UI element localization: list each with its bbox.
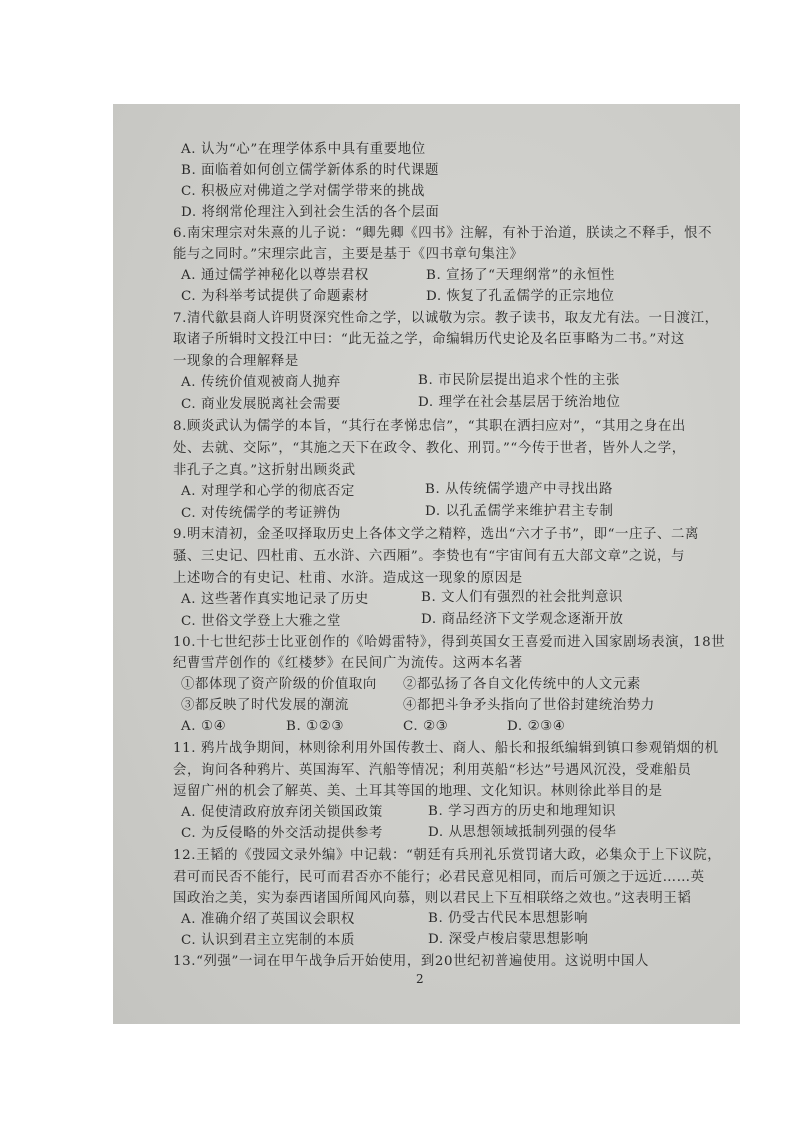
q8-option-b: B. 从传统儒学遗产中寻找出路 — [425, 482, 614, 497]
q11-stem-line-2: 会，询问各种鸦片、英国海军、汽船等情况；利用英船“杉达”号遇风沉没，受难船员 — [173, 763, 692, 778]
q10-statement-4: ④都把斗争矛头指向了世俗封建统治势力 — [403, 698, 655, 713]
q6-option-b: B. 宣扬了“天理纲常”的永恒性 — [426, 268, 615, 283]
q12-option-a: A. 准确介绍了英国议会职权 — [181, 912, 355, 927]
q9-option-a: A. 这些著作真实地记录了历史 — [181, 592, 369, 607]
q7-option-d: D. 理学在社会基层居于统治地位 — [418, 395, 621, 410]
q10-stem-line-1: 10.十七世纪莎士比亚创作的《哈姆雷特》，得到英国女王喜爱而进入国家剧场表演，18世 — [173, 635, 726, 650]
q13-stem-line-1: 13.“列强”一词在甲午战争后开始使用，到20世纪初普遍使用。这说明中国人 — [173, 954, 649, 969]
q6-option-d: D. 恢复了孔孟儒学的正宗地位 — [426, 289, 615, 304]
scanned-exam-page — [113, 104, 740, 1024]
q12-stem-line-1: 12.王韬的《弢园文录外编》中记载：“朝廷有兵刑礼乐赏罚诸大政，必集众于上下议院， — [173, 848, 722, 863]
q6-stem-line-1: 6.南宋理宗对朱熹的儿子说：“卿先卿《四书》注解，有补于治道，朕读之不释手，恨不 — [173, 226, 713, 241]
page-number: 2 — [416, 972, 425, 986]
q11-stem-line-1: 11. 鸦片战争期间，林则徐利用外国传教士、商人、船长和报纸编辑到镇口参观销烟的机 — [173, 741, 719, 756]
q10-option-b: B. ①②③ — [286, 719, 344, 734]
q6-option-c: C. 为科举考试提供了命题素材 — [181, 289, 369, 304]
q10-option-d: D. ②③④ — [507, 719, 566, 734]
q11-option-a: A. 促使清政府放弃闭关锁国政策 — [181, 805, 383, 820]
q5-option-d: D. 将纲常伦理注入到社会生活的各个层面 — [181, 205, 440, 220]
q9-option-c: C. 世俗文学登上大雅之堂 — [181, 614, 341, 629]
q8-stem-line-2: 处、去就、交际”，“其施之天下在政令、教化、刑罚。”“今传于世者，皆外人之学， — [173, 441, 686, 456]
q9-stem-line-3: 上述吻合的有史记、杜甫、水浒。造成这一现象的原因是 — [173, 571, 523, 586]
q10-statement-1: ①都体现了资产阶级的价值取向 — [181, 677, 377, 692]
q12-option-c: C. 认识到君主立宪制的本质 — [181, 933, 355, 948]
q6-option-a: A. 通过儒学神秘化以尊崇君权 — [181, 268, 369, 283]
q7-option-a: A. 传统价值观被商人抛弃 — [181, 375, 341, 390]
q11-option-b: B. 学习西方的历史和地理知识 — [428, 804, 617, 819]
q10-statement-2: ②都弘扬了各自文化传统中的人文元素 — [403, 677, 641, 692]
q5-option-b: B. 面临着如何创立儒学新体系的时代课题 — [181, 163, 439, 178]
q8-option-d: D. 以孔孟儒学来维护君主专制 — [425, 504, 614, 519]
q12-stem-line-3: 国政治之美，实为泰西诸国所闻风向慕，则以君民上下互相联络之效也。”这表明王韬 — [173, 891, 692, 906]
q10-stem-line-2: 纪曹雪芹创作的《红楼梦》在民间广为流传。这两本名著 — [173, 656, 523, 671]
q8-stem-line-3: 非孔子之真。”这折射出顾炎武 — [173, 463, 356, 478]
q8-option-c: C. 对传统儒学的考证辨伪 — [181, 506, 341, 521]
q11-stem-line-3: 逗留广州的机会了解英、美、土耳其等国的地理、文化知识。林则徐此举目的是 — [173, 784, 663, 799]
q12-option-d: D. 深受卢梭启蒙思想影响 — [428, 932, 589, 947]
q5-option-a: A. 认为“心”在理学体系中具有重要地位 — [181, 142, 426, 157]
q9-stem-line-2: 骚、三史记、四杜甫、五水浒、六西厢”。李贽也有“宇宙间有五大部文章”之说，与 — [173, 549, 686, 564]
q7-option-c: C. 商业发展脱离社会需要 — [181, 397, 341, 412]
q9-option-b: B. 文人们有强烈的社会批判意识 — [421, 590, 624, 605]
q11-option-d: D. 从思想领域抵制列强的侵华 — [428, 825, 617, 840]
q8-option-a: A. 对理学和心学的彻底否定 — [181, 484, 355, 499]
q11-option-c: C. 为反侵略的外交活动提供参考 — [181, 826, 383, 841]
q10-option-c: C. ②③ — [403, 719, 449, 734]
q6-stem-line-2: 能与之同时。”宋理宗此言，主要是基于《四书章句集注》 — [173, 247, 524, 262]
q7-stem-line-2: 取诸子所辑时文投江中曰：“此无益之学，命编辑历代史论及名臣事略为二书。”对这 — [173, 332, 685, 347]
q12-option-b: B. 仍受古代民本思想影响 — [428, 911, 589, 926]
q10-option-a: A. ①④ — [181, 719, 227, 734]
q7-stem-line-1: 7.清代歙县商人许明贤深究性命之学，以诚敬为宗。教子读书，取友尤有法。一日渡江， — [173, 311, 719, 326]
q9-stem-line-1: 9.明末清初，金圣叹择取历史上各体文学之精粹，选出“六才子书”，即“一庄子、二离 — [173, 527, 699, 542]
q7-stem-line-3: 一现象的合理解释是 — [173, 354, 299, 369]
q9-option-d: D. 商品经济下文学观念逐渐开放 — [421, 612, 624, 627]
q10-statement-3: ③都反映了时代发展的潮流 — [181, 698, 349, 713]
q7-option-b: B. 市民阶层提出追求个性的主张 — [418, 373, 621, 388]
q5-option-c: C. 积极应对佛道之学对儒学带来的挑战 — [181, 184, 425, 199]
q8-stem-line-1: 8.顾炎武认为儒学的本旨，“其行在孝悌忠信”，“其职在洒扫应对”，“其用之身在出 — [173, 419, 686, 434]
q12-stem-line-2: 君可而民否不能行，民可而君否亦不能行；必君民意见相同，而后可颁之于远近……英 — [173, 870, 705, 885]
